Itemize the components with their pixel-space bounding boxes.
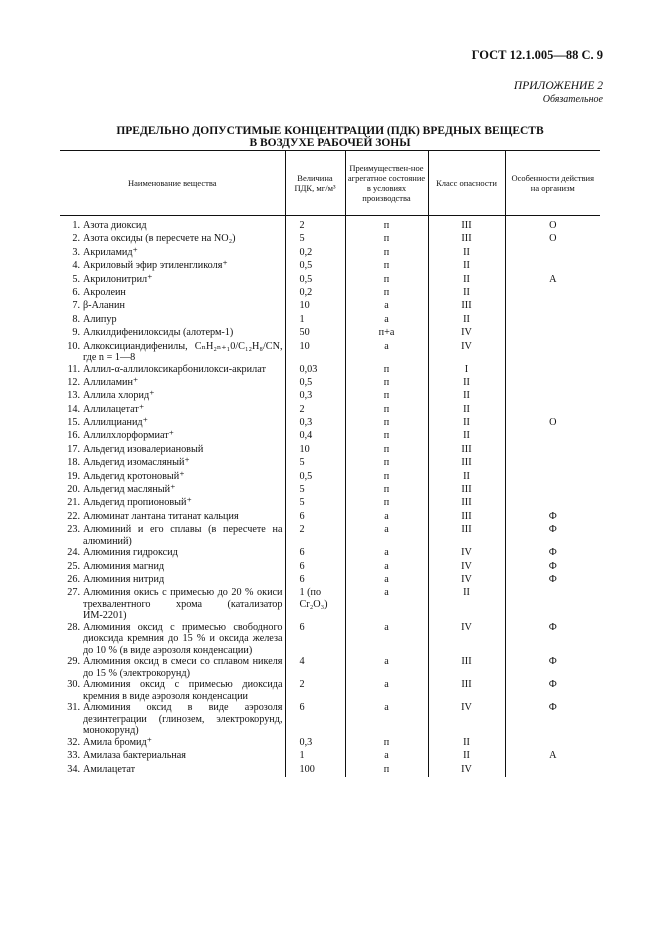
action-feature: Ф xyxy=(505,656,600,679)
substance-name: Альдегид изовалериановый xyxy=(83,443,204,455)
row-number: 4. xyxy=(72,260,80,272)
row-number: 30. xyxy=(67,679,80,691)
column-header-name: Наименование вещества xyxy=(60,151,285,216)
aggregate-state: а xyxy=(345,524,428,547)
aggregate-state: а xyxy=(345,656,428,679)
row-number: 28. xyxy=(67,621,80,633)
column-header-hazard-class: Класс опасности xyxy=(428,151,505,216)
table-body xyxy=(60,216,600,778)
pdk-value: 10 xyxy=(285,300,345,313)
aggregate-state: а xyxy=(345,300,428,313)
substance-name: Альдегид кротоновый⁺ xyxy=(83,470,185,482)
row-number: 29. xyxy=(67,656,80,668)
action-feature xyxy=(505,247,600,260)
pdk-value: 1 (по Cr₂O₃) xyxy=(285,587,345,622)
aggregate-state: п xyxy=(345,497,428,510)
hazard-class: II xyxy=(428,287,505,300)
substance-name-cell xyxy=(60,471,285,484)
row-number: 16. xyxy=(67,430,80,442)
table-row xyxy=(60,247,600,260)
substance-name-cell xyxy=(60,364,285,377)
table-row xyxy=(60,511,600,524)
table-row xyxy=(60,404,600,417)
pdk-value: 2 xyxy=(285,404,345,417)
table-row xyxy=(60,702,600,737)
substance-name-cell xyxy=(60,300,285,313)
row-number: 11. xyxy=(67,363,80,375)
table-row xyxy=(60,430,600,443)
substance-name-cell xyxy=(60,484,285,497)
row-number: 9. xyxy=(72,327,80,339)
substance-name: Амилаза бактериальная xyxy=(83,750,186,762)
substance-name: Азота диоксид xyxy=(83,220,147,231)
pdk-value: 0,2 xyxy=(285,287,345,300)
substance-name: Акриловый эфир этиленгликоля⁺ xyxy=(83,260,228,272)
substance-name-cell xyxy=(60,233,285,246)
pdk-value: 0,4 xyxy=(285,430,345,443)
hazard-class: IV xyxy=(428,622,505,657)
hazard-class: IV xyxy=(428,327,505,340)
substance-name-cell xyxy=(60,444,285,457)
action-feature xyxy=(505,364,600,377)
aggregate-state: п xyxy=(345,390,428,403)
action-feature: О xyxy=(505,233,600,246)
aggregate-state: п xyxy=(345,364,428,377)
substance-name: Алюминия оксид в виде аэрозоля дезинтеграции (глинозем, электрокорунд, монокорунд) xyxy=(83,702,283,737)
substance-name-cell xyxy=(60,377,285,390)
action-feature xyxy=(505,457,600,470)
aggregate-state: п xyxy=(345,377,428,390)
substance-name-cell xyxy=(60,457,285,470)
pdk-value: 6 xyxy=(285,547,345,560)
pdk-value: 6 xyxy=(285,574,345,587)
row-number: 32. xyxy=(67,736,80,748)
pdk-value: 5 xyxy=(285,484,345,497)
action-feature xyxy=(505,764,600,777)
table-row xyxy=(60,260,600,273)
aggregate-state: п xyxy=(345,216,428,234)
aggregate-state: п xyxy=(345,444,428,457)
substance-name: Акрилонитрил⁺ xyxy=(83,273,153,285)
row-number: 18. xyxy=(67,457,80,469)
action-feature xyxy=(505,484,600,497)
aggregate-state: п xyxy=(345,287,428,300)
hazard-class: II xyxy=(428,471,505,484)
substance-name: β-Аланин xyxy=(83,300,125,312)
action-feature xyxy=(505,260,600,273)
substance-name-cell xyxy=(60,260,285,273)
hazard-class: II xyxy=(428,260,505,273)
action-feature: Ф xyxy=(505,574,600,587)
action-feature: Ф xyxy=(505,524,600,547)
table-row xyxy=(60,216,600,234)
aggregate-state: п xyxy=(345,457,428,470)
hazard-class: III xyxy=(428,497,505,510)
substance-name-cell xyxy=(60,750,285,763)
pdk-value: 1 xyxy=(285,314,345,327)
pdk-value: 10 xyxy=(285,444,345,457)
substance-name: Альдегид пропионовый⁺ xyxy=(83,497,192,509)
substance-name: Альдегид масляный⁺ xyxy=(83,484,176,496)
aggregate-state: п xyxy=(345,274,428,287)
action-feature: Ф xyxy=(505,622,600,657)
hazard-class: II xyxy=(428,274,505,287)
substance-name: Амила бромид⁺ xyxy=(83,736,153,748)
row-number: 27. xyxy=(67,587,80,599)
action-feature: Ф xyxy=(505,561,600,574)
aggregate-state: п xyxy=(345,247,428,260)
appendix-status: Обязательное xyxy=(542,94,603,105)
substance-name-cell xyxy=(60,404,285,417)
substance-name: Амилацетат xyxy=(83,763,136,775)
hazard-class: III xyxy=(428,524,505,547)
substance-name: Алюминия гидроксид xyxy=(83,547,178,559)
aggregate-state: а xyxy=(345,511,428,524)
substance-name: Алюминия оксид с примесью свободного диоксида кремния до 15 % и оксида железа до 10 % (в виде аэрозоля конденсации) xyxy=(83,621,283,656)
aggregate-state: а xyxy=(345,561,428,574)
aggregate-state: п xyxy=(345,484,428,497)
aggregate-state: п xyxy=(345,471,428,484)
substance-name-cell xyxy=(60,702,285,737)
hazard-class: III xyxy=(428,457,505,470)
hazard-class: II xyxy=(428,390,505,403)
substance-name: Аллил-α-аллилоксикарбонилокси-акрилат xyxy=(83,363,266,375)
pdk-value: 10 xyxy=(285,341,345,364)
hazard-class: III xyxy=(428,300,505,313)
pdk-value: 0,5 xyxy=(285,377,345,390)
substance-name-cell xyxy=(60,327,285,340)
substance-name-cell xyxy=(60,737,285,750)
column-header-pdk: Величина ПДК, мг/м³ xyxy=(285,151,345,216)
table-row xyxy=(60,233,600,246)
substance-name-cell xyxy=(60,216,285,234)
action-feature xyxy=(505,444,600,457)
hazard-class: IV xyxy=(428,574,505,587)
table-row xyxy=(60,287,600,300)
pdk-value: 6 xyxy=(285,622,345,657)
row-number: 25. xyxy=(67,560,80,572)
row-number: 1. xyxy=(72,220,80,231)
substance-name-cell xyxy=(60,314,285,327)
table-row xyxy=(60,524,600,547)
pdk-value: 0,03 xyxy=(285,364,345,377)
row-number: 20. xyxy=(67,484,80,496)
aggregate-state: п xyxy=(345,404,428,417)
table-row xyxy=(60,622,600,657)
substance-name: Алюминия нитрид xyxy=(83,573,165,585)
substance-name-cell xyxy=(60,524,285,547)
action-feature xyxy=(505,314,600,327)
action-feature xyxy=(505,404,600,417)
pdk-value: 6 xyxy=(285,702,345,737)
aggregate-state: п xyxy=(345,737,428,750)
substance-name-cell xyxy=(60,622,285,657)
substance-name-cell xyxy=(60,274,285,287)
action-feature xyxy=(505,737,600,750)
substance-name: Алипур xyxy=(83,313,117,325)
row-number: 13. xyxy=(67,390,80,402)
table-row xyxy=(60,314,600,327)
substance-name: Аллиламин⁺ xyxy=(83,376,139,388)
pdk-value: 4 xyxy=(285,656,345,679)
row-number: 17. xyxy=(67,443,80,455)
table-row xyxy=(60,364,600,377)
action-feature: Ф xyxy=(505,547,600,560)
row-number: 12. xyxy=(67,376,80,388)
substance-name: Алюминия оксид с примесью диоксида кремния в виде аэрозоля конденсации xyxy=(83,679,283,702)
aggregate-state: а xyxy=(345,314,428,327)
substance-name: Аллилацетат⁺ xyxy=(83,403,145,415)
table-row xyxy=(60,300,600,313)
substance-name-cell xyxy=(60,656,285,679)
hazard-class: II xyxy=(428,404,505,417)
aggregate-state: п xyxy=(345,417,428,430)
pdk-value: 1 xyxy=(285,750,345,763)
hazard-class: II xyxy=(428,587,505,622)
hazard-class: II xyxy=(428,750,505,763)
pdk-value: 5 xyxy=(285,233,345,246)
hazard-class: III xyxy=(428,216,505,234)
hazard-class: III xyxy=(428,679,505,702)
pdk-table xyxy=(60,150,600,777)
action-feature xyxy=(505,300,600,313)
substance-name: Азота оксиды (в пересчете на NO₂) xyxy=(83,233,236,245)
pdk-value: 0,5 xyxy=(285,471,345,484)
hazard-class: II xyxy=(428,314,505,327)
action-feature xyxy=(505,327,600,340)
aggregate-state: а xyxy=(345,547,428,560)
aggregate-state: а xyxy=(345,341,428,364)
table-row xyxy=(60,679,600,702)
substance-name-cell xyxy=(60,574,285,587)
hazard-class: II xyxy=(428,247,505,260)
table-row xyxy=(60,587,600,622)
row-number: 5. xyxy=(72,273,80,285)
row-number: 21. xyxy=(67,497,80,509)
action-feature xyxy=(505,390,600,403)
appendix-label: ПРИЛОЖЕНИЕ 2 xyxy=(513,80,603,92)
pdk-value: 0,3 xyxy=(285,737,345,750)
table-row xyxy=(60,737,600,750)
pdk-value: 0,3 xyxy=(285,417,345,430)
substance-name: Алюминия оксид в смеси со сплавом никеля до 15 % (электрокорунд) xyxy=(83,656,283,679)
row-number: 6. xyxy=(72,286,80,298)
action-feature xyxy=(505,341,600,364)
table-row xyxy=(60,390,600,403)
hazard-class: III xyxy=(428,444,505,457)
action-feature: Ф xyxy=(505,511,600,524)
action-feature xyxy=(505,377,600,390)
action-feature: О xyxy=(505,417,600,430)
hazard-class: III xyxy=(428,484,505,497)
substance-name: Альдегид изомасляный⁺ xyxy=(83,457,190,469)
substance-name-cell xyxy=(60,430,285,443)
substance-name-cell xyxy=(60,390,285,403)
action-feature: Ф xyxy=(505,679,600,702)
row-number: 31. xyxy=(67,702,80,714)
table-row xyxy=(60,750,600,763)
substance-name: Аллилхлорформиат⁺ xyxy=(83,430,175,442)
pdk-value: 50 xyxy=(285,327,345,340)
table-header-row xyxy=(60,151,600,216)
pdk-value: 5 xyxy=(285,457,345,470)
substance-name: Акролеин xyxy=(83,286,126,298)
row-number: 26. xyxy=(67,573,80,585)
table-row xyxy=(60,377,600,390)
pdk-value: 2 xyxy=(285,216,345,234)
row-number: 23. xyxy=(67,524,80,536)
aggregate-state: а xyxy=(345,587,428,622)
table-row xyxy=(60,457,600,470)
aggregate-state: п xyxy=(345,233,428,246)
action-feature: А xyxy=(505,750,600,763)
hazard-class: IV xyxy=(428,764,505,777)
column-header-state: Преимуществен-ное агрегатное состояние в условиях производства xyxy=(345,151,428,216)
aggregate-state: п xyxy=(345,430,428,443)
pdk-value: 0,3 xyxy=(285,390,345,403)
pdk-value: 5 xyxy=(285,497,345,510)
table-title-line-1: ПРЕДЕЛЬНО ДОПУСТИМЫЕ КОНЦЕНТРАЦИИ (ПДК) ВРЕДНЫХ ВЕЩЕСТВ xyxy=(116,125,544,137)
table-row xyxy=(60,327,600,340)
pdk-value: 100 xyxy=(285,764,345,777)
pdk-value: 0,5 xyxy=(285,260,345,273)
row-number: 14. xyxy=(67,403,80,415)
column-header-features: Особенности действия на организм xyxy=(505,151,600,216)
action-feature xyxy=(505,497,600,510)
aggregate-state: а xyxy=(345,622,428,657)
substance-name-cell xyxy=(60,341,285,364)
substance-name-cell xyxy=(60,764,285,777)
action-feature: А xyxy=(505,274,600,287)
table-row xyxy=(60,656,600,679)
table-row xyxy=(60,417,600,430)
substance-name: Аллилцианид⁺ xyxy=(83,417,148,429)
table-row xyxy=(60,471,600,484)
table-row xyxy=(60,341,600,364)
substance-name-cell xyxy=(60,511,285,524)
hazard-class: II xyxy=(428,417,505,430)
aggregate-state: а xyxy=(345,574,428,587)
aggregate-state: п xyxy=(345,764,428,777)
row-number: 7. xyxy=(72,300,80,312)
hazard-class: III xyxy=(428,511,505,524)
pdk-value: 2 xyxy=(285,679,345,702)
substance-name: Акриламид⁺ xyxy=(83,246,138,258)
table-row xyxy=(60,274,600,287)
hazard-class: II xyxy=(428,430,505,443)
hazard-class: IV xyxy=(428,341,505,364)
row-number: 8. xyxy=(72,313,80,325)
table-row xyxy=(60,764,600,777)
substance-name-cell xyxy=(60,587,285,622)
substance-name: Алюминий и его сплавы (в пересчете на алюминий) xyxy=(83,524,283,547)
table-row xyxy=(60,484,600,497)
substance-name: Алюминия окись с примесью до 20 % окиси трехвалентного хрома (катализатор ИМ-2201) xyxy=(83,587,283,622)
hazard-class: II xyxy=(428,377,505,390)
substance-name: Алкоксициандифенилы, CₙH₂ₙ₊₁0/C₁₂H₈/CN, где n = 1—8 xyxy=(83,340,283,364)
appendix-block xyxy=(514,80,603,106)
substance-name: Аллила хлорид⁺ xyxy=(83,390,155,402)
substance-name-cell xyxy=(60,287,285,300)
pdk-value: 0,5 xyxy=(285,274,345,287)
substance-name-cell xyxy=(60,247,285,260)
table-title xyxy=(60,125,600,149)
row-number: 34. xyxy=(67,763,80,775)
pdk-value: 6 xyxy=(285,511,345,524)
hazard-class: III xyxy=(428,233,505,246)
row-number: 2. xyxy=(72,233,80,245)
aggregate-state: а xyxy=(345,702,428,737)
table-title-line-2: В ВОЗДУХЕ РАБОЧЕЙ ЗОНЫ xyxy=(249,137,411,149)
pdk-value: 2 xyxy=(285,524,345,547)
substance-name: Алкилдифенилоксиды (алотерм-1) xyxy=(83,327,234,339)
substance-name: Алюминия магнид xyxy=(83,560,165,572)
substance-name-cell xyxy=(60,679,285,702)
table-row xyxy=(60,574,600,587)
pdk-value: 6 xyxy=(285,561,345,574)
table-row xyxy=(60,444,600,457)
row-number: 19. xyxy=(67,470,80,482)
substance-name: Алюминат лантана титанат кальция xyxy=(83,510,239,522)
hazard-class: IV xyxy=(428,561,505,574)
table-row xyxy=(60,497,600,510)
aggregate-state: а xyxy=(345,750,428,763)
pdk-value: 0,2 xyxy=(285,247,345,260)
hazard-class: III xyxy=(428,656,505,679)
action-feature xyxy=(505,587,600,622)
document-reference: ГОСТ 12.1.005—88 С. 9 xyxy=(471,48,603,62)
hazard-class: IV xyxy=(428,702,505,737)
action-feature xyxy=(505,287,600,300)
substance-name-cell xyxy=(60,417,285,430)
table-row xyxy=(60,547,600,560)
hazard-class: IV xyxy=(428,547,505,560)
row-number: 15. xyxy=(67,417,80,429)
action-feature: Ф xyxy=(505,702,600,737)
aggregate-state: п xyxy=(345,260,428,273)
action-feature xyxy=(505,471,600,484)
row-number: 33. xyxy=(67,750,80,762)
substance-name-cell xyxy=(60,547,285,560)
substance-name-cell xyxy=(60,497,285,510)
aggregate-state: п+а xyxy=(345,327,428,340)
action-feature xyxy=(505,430,600,443)
substance-name-cell xyxy=(60,561,285,574)
row-number: 22. xyxy=(67,510,80,522)
aggregate-state: а xyxy=(345,679,428,702)
hazard-class: II xyxy=(428,737,505,750)
row-number: 3. xyxy=(72,246,80,258)
hazard-class: I xyxy=(428,364,505,377)
row-number: 10. xyxy=(67,340,80,352)
action-feature: О xyxy=(505,216,600,234)
table-row xyxy=(60,561,600,574)
row-number: 24. xyxy=(67,547,80,559)
